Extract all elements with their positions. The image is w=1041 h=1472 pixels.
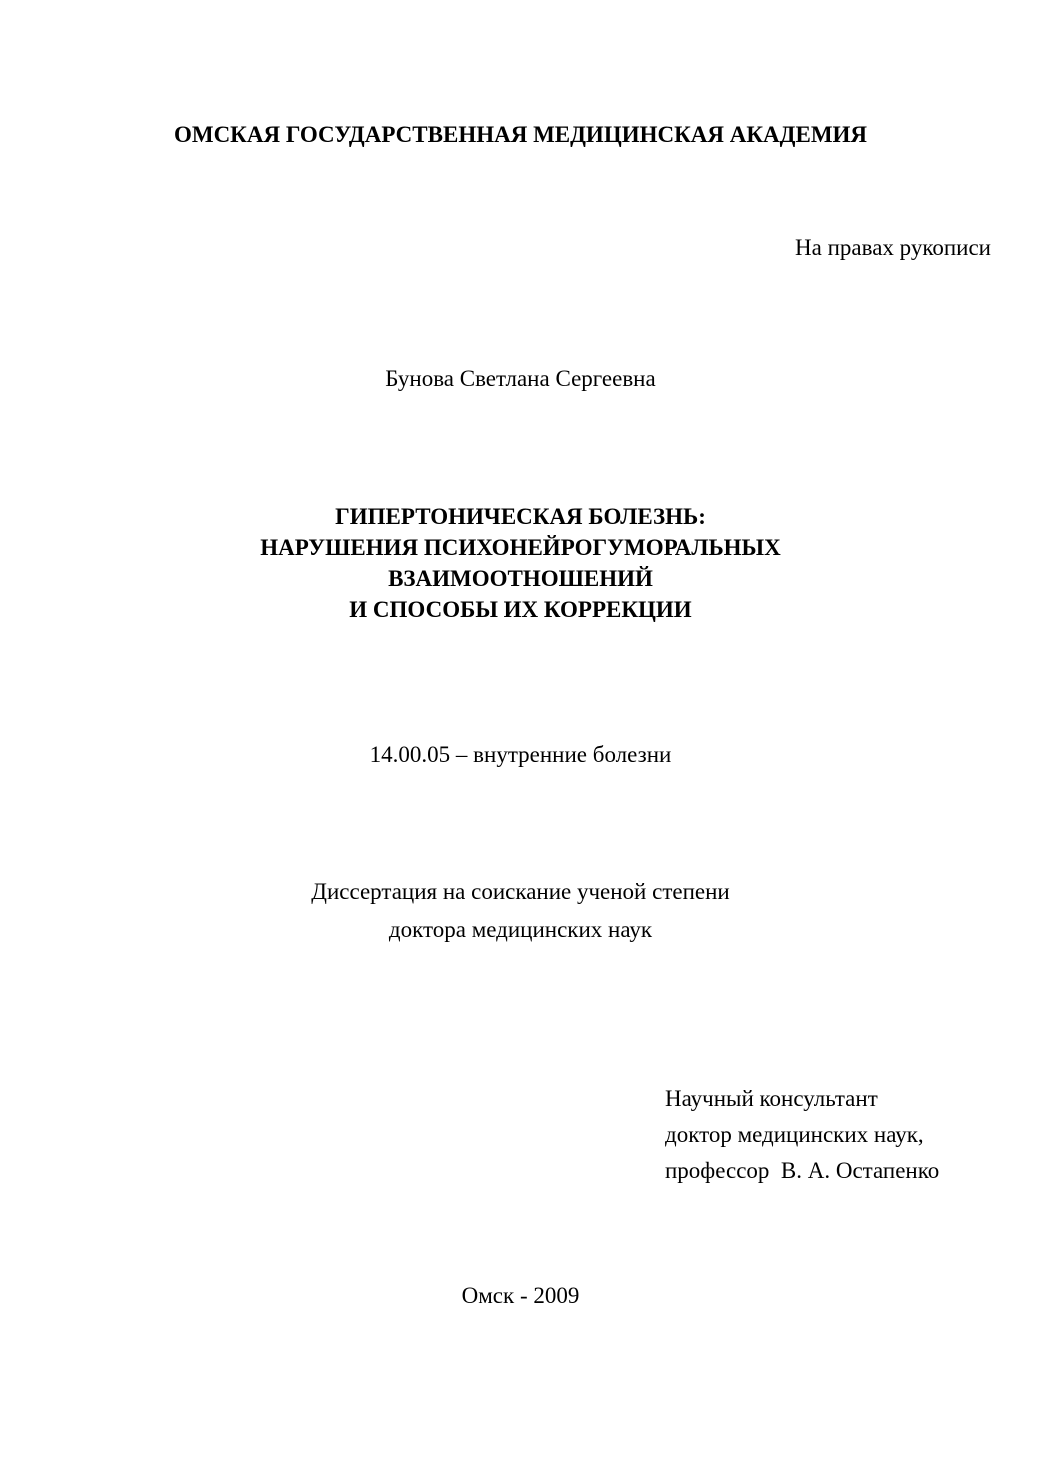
title-line-2: НАРУШЕНИЯ ПСИХОНЕЙРОГУМОРАЛЬНЫХ	[260, 535, 781, 560]
consultant-line-3: профессор В. А. Остапенко	[665, 1158, 940, 1183]
specialty-code: 14.00.05 – внутренние болезни	[369, 742, 672, 767]
title-line-3: ВЗАИМООТНОШЕНИЙ	[388, 566, 653, 591]
scientific-consultant	[665, 1081, 939, 1189]
consultant-line-2: доктор медицинских наук,	[665, 1122, 924, 1147]
author-name: Бунова Светлана Сергеевна	[385, 366, 656, 391]
title-line-1: ГИПЕРТОНИЧЕСКАЯ БОЛЕЗНЬ:	[335, 504, 706, 529]
rights-note: На правах рукописи	[795, 235, 991, 260]
degree-line-1: Диссертация на соискание ученой степени	[311, 879, 730, 904]
city-year: Омск - 2009	[461, 1283, 580, 1308]
institution-name: ОМСКАЯ ГОСУДАРСТВЕННАЯ МЕДИЦИНСКАЯ АКАДЕМИЯ	[173, 122, 868, 147]
degree-line-2: доктора медицинских наук	[388, 917, 653, 942]
dissertation-title	[0, 501, 1041, 625]
title-line-4: И СПОСОБЫ ИХ КОРРЕКЦИИ	[349, 597, 692, 622]
consultant-line-1: Научный консультант	[665, 1086, 878, 1111]
